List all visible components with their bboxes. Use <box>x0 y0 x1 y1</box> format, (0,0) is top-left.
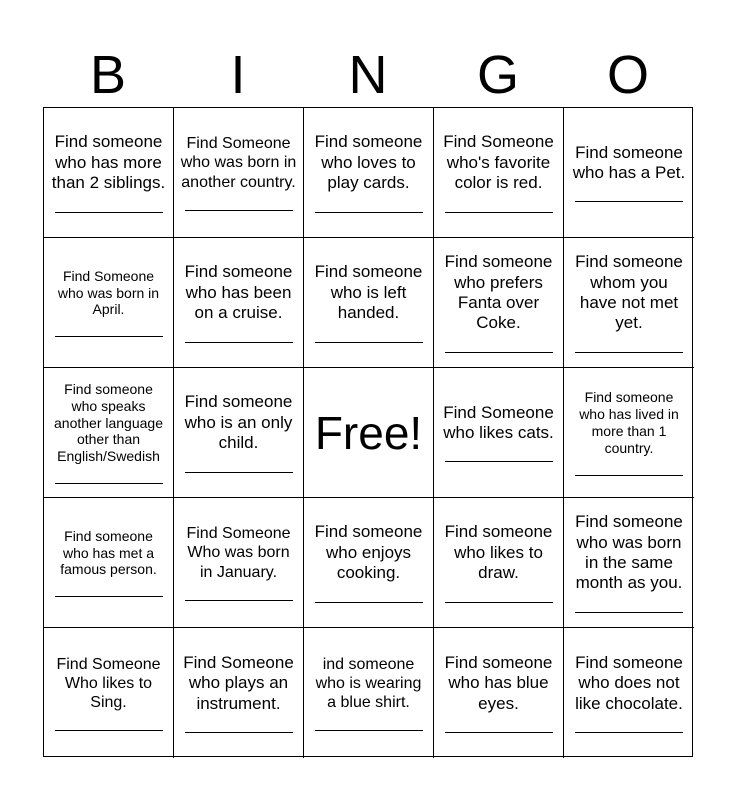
signature-line <box>315 730 423 731</box>
signature-line <box>575 352 683 353</box>
signature-line <box>445 352 553 353</box>
signature-line <box>315 602 423 603</box>
bingo-cell[interactable] <box>174 238 304 368</box>
cell-prompt: Find someone who is an only child. <box>184 392 293 453</box>
cell-prompt: Find someone who prefers Fanta over Coke. <box>444 252 553 333</box>
cell-prompt: Find Someone who likes cats. <box>443 402 554 442</box>
signature-line <box>185 342 293 343</box>
signature-line <box>575 612 683 613</box>
bingo-cell[interactable] <box>174 108 304 238</box>
free-label: Free! <box>314 406 423 459</box>
cell-prompt: Find someone who enjoys cooking. <box>314 522 423 583</box>
cell-prompt: Find someone who likes to draw. <box>444 522 553 583</box>
cell-prompt: Find someone who has met a famous person. <box>60 527 157 578</box>
bingo-cell[interactable] <box>44 368 174 498</box>
cell-prompt: Find someone who speaks another language other than English/Swedish <box>54 381 163 465</box>
bingo-cell[interactable] <box>564 108 694 238</box>
signature-line <box>185 600 293 601</box>
cell-prompt: Find Someone who was born in another country. <box>180 135 297 191</box>
header-letter-n: N <box>348 45 388 105</box>
bingo-cell[interactable] <box>304 628 434 758</box>
cell-prompt: Find someone who has a Pet. <box>572 142 686 182</box>
bingo-header <box>43 44 693 106</box>
header-letter-g: G <box>476 45 519 105</box>
bingo-cell[interactable] <box>44 628 174 758</box>
cell-prompt: Find someone who loves to play cards. <box>314 132 423 193</box>
free-space[interactable] <box>304 368 434 498</box>
bingo-cell[interactable] <box>434 628 564 758</box>
signature-line <box>445 212 553 213</box>
signature-line <box>575 201 683 202</box>
cell-prompt: Find Someone Who was born in January. <box>186 525 291 581</box>
cell-prompt: Find Someone who's favorite color is red. <box>443 132 554 193</box>
bingo-cell[interactable] <box>304 238 434 368</box>
bingo-cell[interactable] <box>174 368 304 498</box>
cell-prompt: Find someone who has been on a cruise. <box>184 262 293 323</box>
signature-line <box>55 483 163 484</box>
signature-line <box>55 730 163 731</box>
bingo-grid <box>43 107 693 757</box>
signature-line <box>445 732 553 733</box>
cell-prompt: Find someone who has lived in more than 1 country. <box>579 389 679 456</box>
header-letter-i: I <box>230 45 246 105</box>
signature-line <box>185 210 293 211</box>
bingo-cell[interactable] <box>304 498 434 628</box>
bingo-cell[interactable] <box>434 368 564 498</box>
bingo-cell[interactable] <box>564 238 694 368</box>
cell-prompt: Find Someone who was born in April. <box>57 267 160 318</box>
cell-prompt: Find someone who has more than 2 siblings. <box>51 132 166 193</box>
signature-line <box>185 472 293 473</box>
signature-line <box>315 212 423 213</box>
bingo-cell[interactable] <box>44 238 174 368</box>
cell-prompt: Find Someone who plays an instrument. <box>183 652 294 713</box>
header-letter-o: O <box>606 45 649 105</box>
bingo-cell[interactable] <box>434 238 564 368</box>
bingo-cell[interactable] <box>304 108 434 238</box>
signature-line <box>445 602 553 603</box>
cell-prompt: Find someone who does not like chocolate. <box>575 652 683 713</box>
bingo-cell[interactable] <box>44 108 174 238</box>
signature-line <box>575 732 683 733</box>
bingo-cell[interactable] <box>174 628 304 758</box>
bingo-cell[interactable] <box>564 498 694 628</box>
signature-line <box>55 596 163 597</box>
bingo-cell[interactable] <box>44 498 174 628</box>
signature-line <box>55 336 163 337</box>
cell-prompt: Find Someone Who likes to Sing. <box>56 655 161 712</box>
bingo-cell[interactable] <box>434 498 564 628</box>
cell-prompt: Find someone whom you have not met yet. <box>575 252 683 333</box>
cell-prompt: Find someone who was born in the same month as you. <box>575 512 683 593</box>
cell-prompt: ind someone who is wearing a blue shirt. <box>315 655 422 712</box>
bingo-cell[interactable] <box>174 498 304 628</box>
signature-line <box>185 732 293 733</box>
signature-line <box>55 212 163 213</box>
signature-line <box>445 461 553 462</box>
cell-prompt: Find someone who has blue eyes. <box>444 652 553 713</box>
signature-line <box>315 342 423 343</box>
signature-line <box>575 475 683 476</box>
bingo-cell[interactable] <box>564 628 694 758</box>
header-letter-b: B <box>89 45 127 105</box>
bingo-cell[interactable] <box>434 108 564 238</box>
cell-prompt: Find someone who is left handed. <box>314 262 423 323</box>
bingo-cell[interactable] <box>564 368 694 498</box>
